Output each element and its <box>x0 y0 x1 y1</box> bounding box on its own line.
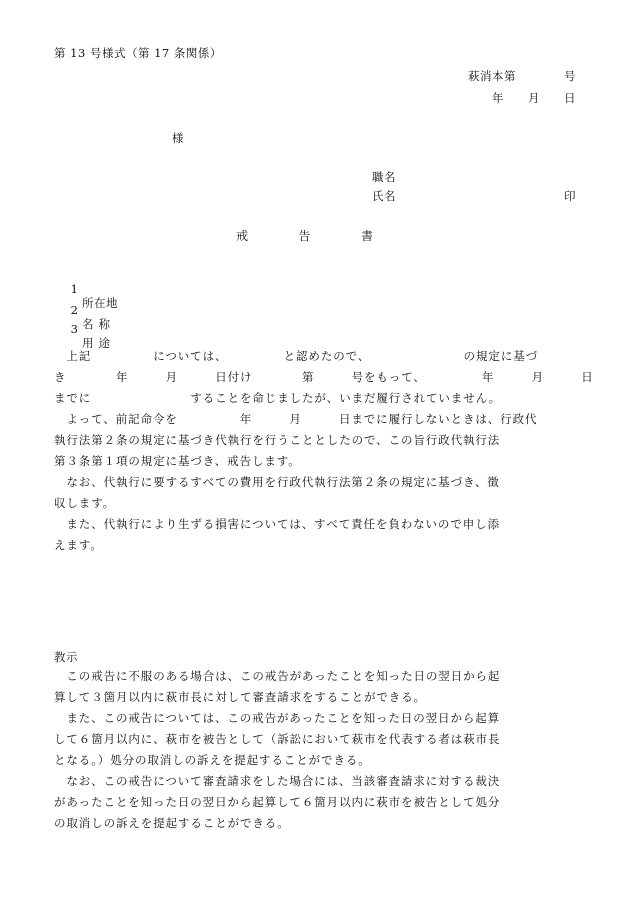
body-line: また、代執行により生ずる損害については、すべて責任を負わないので申し添 <box>54 517 500 531</box>
notice-line: して６箇月以内に、萩市を被告として（訴訟において萩市を代表する者は萩市長 <box>54 732 501 746</box>
item-number: 3 <box>70 322 79 336</box>
document-number: 萩消本第 号 <box>468 69 576 83</box>
addressee-honorific: 様 <box>172 131 184 145</box>
notice-heading: 教示 <box>54 650 78 664</box>
notice-line: また、この戒告については、この戒告があったことを知った日の翌日から起算 <box>54 711 501 725</box>
name-label: 氏名 <box>372 189 396 203</box>
body-line: えます。 <box>54 538 103 552</box>
item-label: 用途 <box>82 336 115 350</box>
body-line: なお、代執行に要するすべての費用を行政代執行法第２条の規定に基づき、徴 <box>54 475 500 489</box>
seal-mark: 印 <box>564 189 576 203</box>
notice-line: があったことを知った日の翌日から起算して６箇月以内に萩市を被告として処分 <box>54 795 501 809</box>
body-line: 執行法第２条の規定に基づき代執行を行うこととしたので、この旨行政代執行法 <box>54 433 501 447</box>
issue-date: 年 月 日 <box>492 91 576 105</box>
item-number: 2 <box>70 303 79 317</box>
body-line: き 年 月 日付け 第 号をもって、 年 月 日 <box>54 370 594 384</box>
body-line: 第３条第１項の規定に基づき、戒告します。 <box>54 454 301 468</box>
body-line: までに することを命じましたが、いまだ履行されていません。 <box>54 391 502 405</box>
body-line: よって、前記命令を 年 月 日までに履行しないときは、行政代 <box>54 412 538 426</box>
notice-line: なお、この戒告について審査請求をした場合には、当該審査請求に対する裁決 <box>54 774 501 788</box>
item-label: 名称 <box>82 317 115 331</box>
notice-text <box>54 666 576 834</box>
document-title: 戒 告 書 <box>236 229 374 243</box>
form-label: 第 13 号様式（第 17 条関係） <box>54 46 222 60</box>
title-label: 職名 <box>372 170 396 184</box>
item-label: 所在地 <box>82 296 118 310</box>
body-text <box>54 346 594 556</box>
body-line: 収します。 <box>54 496 116 510</box>
item-number: 1 <box>70 282 79 296</box>
body-line: 上記 については、 と認めたので、 の規定に基づ <box>54 349 539 363</box>
notice-line: となる。）処分の取消しの訴えを提起することができる。 <box>54 753 371 767</box>
notice-line: 算して３箇月以内に萩市長に対して審査請求をすることができる。 <box>54 690 426 704</box>
notice-line: この戒告に不服のある場合は、この戒告があったことを知った日の翌日から起 <box>54 669 501 683</box>
notice-line: の取消しの訴えを提起することができる。 <box>54 816 290 830</box>
